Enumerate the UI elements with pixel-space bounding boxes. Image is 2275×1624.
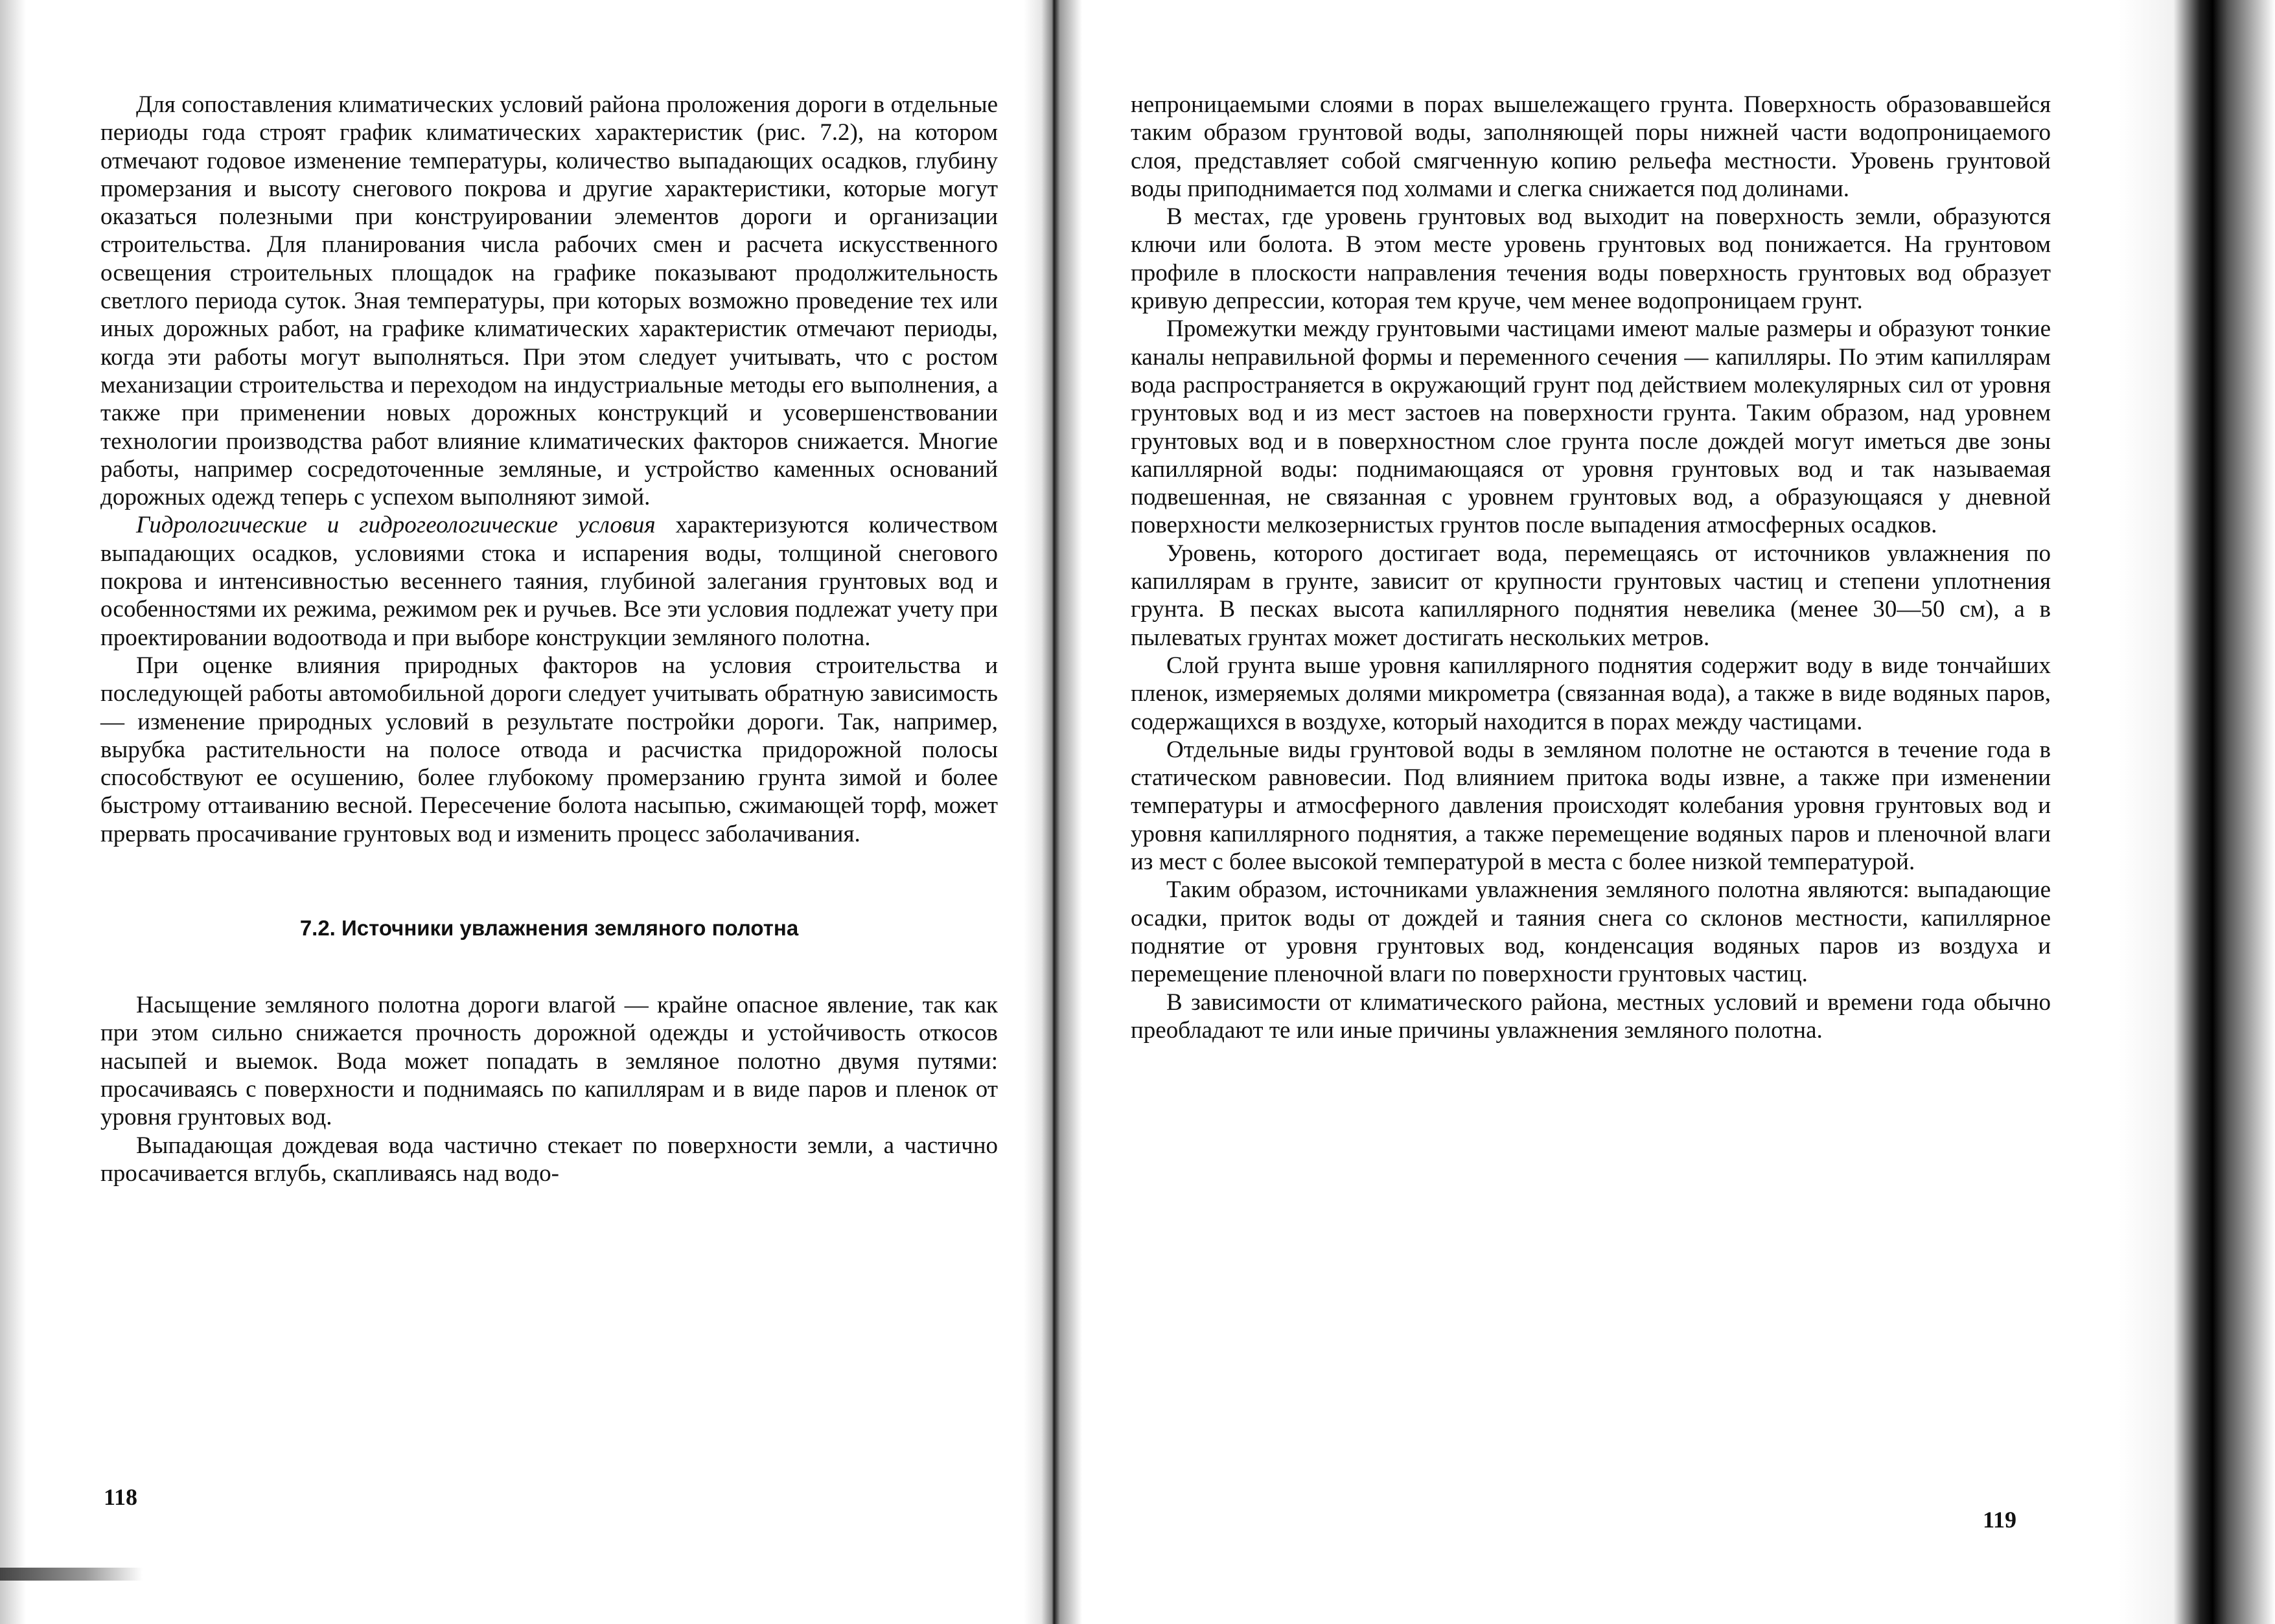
book-gutter <box>1024 0 1082 1624</box>
paragraph-climate-chart: Для сопоставления климатических условий района проложения дороги в отдельные периоды года строят график климатических характеристик (рис. 7.2), на котором отмечают годовое изменение температуры, количество выпадающих осадков, глубину промерзания и высоту снегового покрова и другие характеристики, которые могут оказаться полезными при конструировании элементов дороги и организации строительства. Для планирования числа рабочих смен и расчета искусственного освещения строительных площадок на графике показывают продолжительность светлого периода суток. Зная температуры, при которых возможно проведение тех или иных дорожных работ, на графике климатических характеристик отмечают периоды, когда эти работы могут выполняться. При этом следует учитывать, что с ростом механизации строительства и переходом на индустриальные методы его выполнения, а также при применении новых дорожных конструкций и усовершенствовании технологии производства работ влияние климатических факторов снижается. Многие работы, например сосредоточенные земляные, и устройство каменных оснований дорожных одежд теперь с успехом выполняют зимой. <box>100 91 998 511</box>
page-number-left: 118 <box>104 1484 138 1510</box>
paragraph-soil-layer: Слой грунта выше уровня капиллярного поднятия содержит воду в виде тончайших пленок, измеряемых долями микрометра (связанная вода), а также в виде водяных паров, содержащихся в воздухе, который находится в порах между частицами. <box>1131 652 2051 735</box>
paragraph-springs: В местах, где уровень грунтовых вод выходит на поверхность земли, образуются ключи или болота. В этом месте уровень грунтовых вод понижается. На грунтовом профиле в плоскости направления течения воды поверхность грунтовых вод образует кривую депрессии, которая тем круче, чем менее водопроницаем грунт. <box>1131 203 2051 315</box>
left-page-text <box>100 91 998 848</box>
paragraph-natural-factors: При оценке влияния природных факторов на условия строительства и последующей работы автомобильной дороги следует учитывать обратную зависимость — изменение природных условий в результате постройки дороги. Так, например, вырубка растительности на полосе отвода и расчистка придорожной полосы способствуют ее осушению, более глубокому промерзанию грунта зимой и более быстрому оттаиванию весной. Пересечение болота насыпью, сжимающей торф, может прервать просачивание грунтовых вод и изменить процесс заболачивания. <box>100 652 998 847</box>
section-text <box>100 991 998 1187</box>
paragraph-capillary-level: Уровень, которого достигает вода, перемещаясь от источников увлажнения по капиллярам в грунте, зависит от крупности грунтовых частиц и степени уплотнения грунта. В песках высота капиллярного поднятия невелика (менее 30—50 см), а в пылеватых грунтах может достигать нескольких метров. <box>1131 540 2051 651</box>
paragraph-continued: непроницаемыми слоями в порах вышележащего грунта. Поверхность образовавшейся таким образом грунтовой воды, заполняющей поры нижней части водопроницаемого слоя, представляет собой смягченную копию рельефа местности. Уровень грунтовой воды приподнимается под холмами и слегка снижается под долинами. <box>1131 91 2051 202</box>
italic-term: Гидрологические и гидрогеологические условия <box>136 512 656 539</box>
scan-shadow-left <box>0 0 26 1624</box>
paragraph-moisture-sources: Таким образом, источниками увлажнения земляного полотна являются: выпадающие осадки, приток воды от дождей и таяния снега со склонов местности, капиллярное поднятие от уровня грунтовых вод, конденсация водяных паров из воздуха и перемещение пленочной влаги по поверхности грунтовых частиц. <box>1131 876 2051 988</box>
section-heading: 7.2. Источники увлажнения земляного полотна <box>299 916 799 941</box>
page-number-right: 119 <box>1983 1507 2017 1533</box>
paragraph-hydro-conditions <box>100 511 998 651</box>
paragraph-groundwater-kinds: Отдельные виды грунтовой воды в земляном полотне не остаются в течение года в статическом равновесии. Под влиянием притока воды извне, а также при изменении температуры и атмосферного давления происходят колебания уровня грунтовых вод и уровня капиллярного поднятия, а также перемещение водяных паров и пленочной влаги из мест с более высокой температурой в места с более низкой температурой. <box>1131 736 2051 876</box>
right-page-text <box>1131 91 2051 1044</box>
paragraph-capillaries: Промежутки между грунтовыми частицами имеют малые размеры и образуют тонкие каналы неправильной формы и переменного сечения — капилляры. По этим капиллярам вода распространяется в окружающий грунт под действием молекулярных сил от уровня грунтовых вод и из мест застоев на поверхности грунта. Таким образом, над уровнем грунтовых вод и в поверхностном слое грунта после дождей могут иметься две зоны капиллярной воды: поднимающаяся от уровня грунтовых вод и так называемая подвешенная, не связанная с уровнем грунтовых вод, а образующаяся у дневной поверхности мелкозернистых грунтов после выпадения атмосферных осадков. <box>1131 315 2051 539</box>
paragraph-hydro-rest: характеризуются количеством выпадающих осадков, условиями стока и испарения воды, толщиной снегового покрова и интенсивностью весеннего таяния, глубиной залегания грунтовых вод и особенностями их режима, режимом рек и ручьев. Все эти условия подлежат учету при проектировании водоотвода и при выборе конструкции земляного полотна. <box>100 512 998 651</box>
paragraph-climate-dependence: В зависимости от климатического района, местных условий и времени года обычно преобладают те или иные причины увлажнения земляного полотна. <box>1131 989 2051 1044</box>
right-page <box>1131 91 2051 1044</box>
paragraph-rain-water: Выпадающая дождевая вода частично стекает по поверхности земли, а частично просачивается вглубь, скапливаясь над водо- <box>100 1132 998 1187</box>
scan-shadow-right <box>2119 0 2275 1624</box>
paragraph-saturation: Насыщение земляного полотна дороги влагой — крайне опасное явление, так как при этом сильно снижается прочность дорожной одежды и устойчивость откосов насыпей и выемок. Вода может попадать в земляное полотно двумя путями: просачиваясь с поверхности и поднимаясь по капиллярам и в виде паров и пленок от уровня грунтовых вод. <box>100 992 998 1131</box>
scan-smudge <box>0 1568 143 1581</box>
left-page <box>100 91 998 1187</box>
